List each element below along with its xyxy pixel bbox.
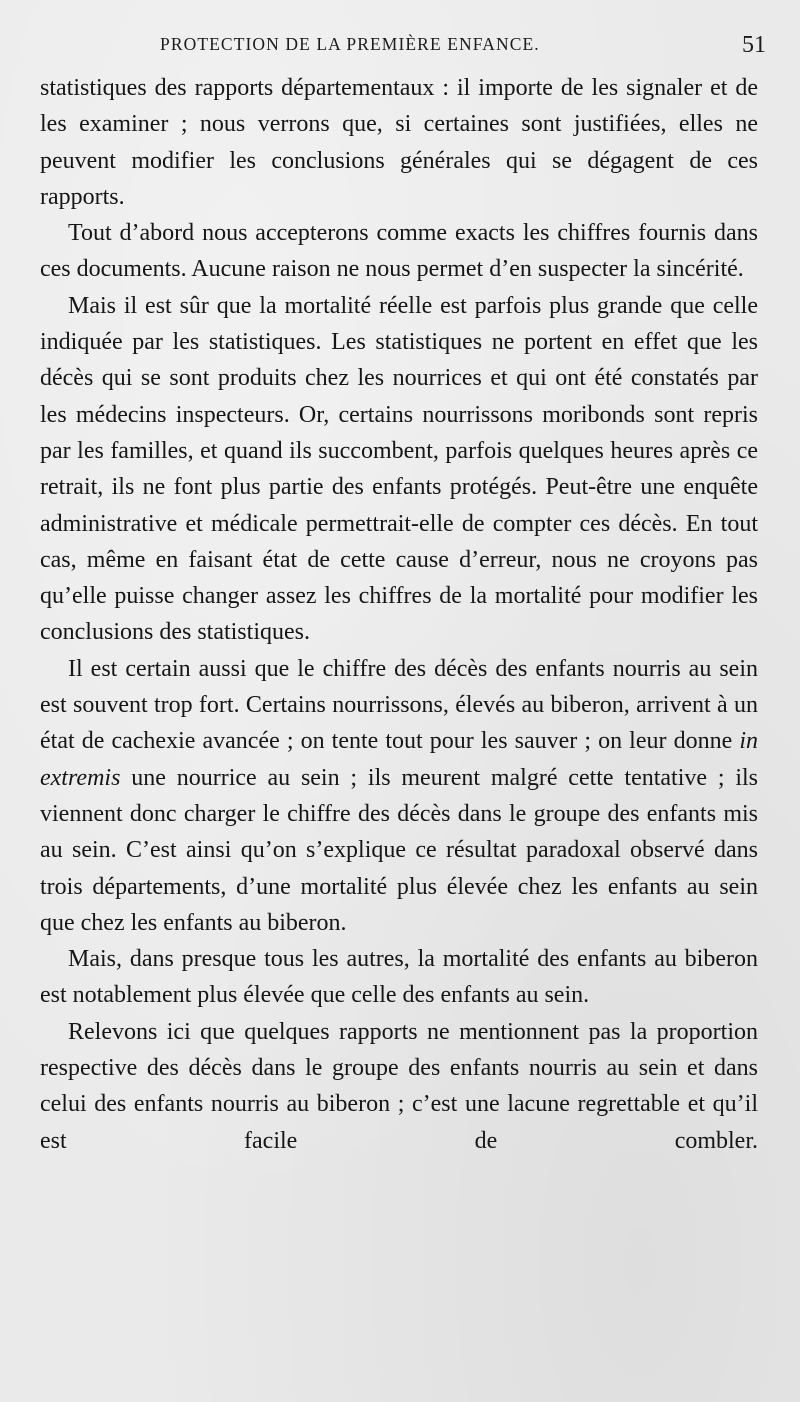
body-text bbox=[40, 70, 758, 1159]
paragraph: Mais, dans presque tous les autres, la mortalité des enfants au biberon est notablement plus élevée que celle des enfants au sein. bbox=[40, 946, 758, 1009]
paragraph-text: Il est certain aussi que le chiffre des décès des enfants nourris au sein est souvent trop fort. Certains nourrissons, élevés au biberon, arrivent à un état de cachexie avancée ; on tente tout pour les sauver ; on leur donne bbox=[40, 655, 758, 755]
paragraph-continued: statistiques des rapports départementaux : il importe de les signaler et de les examiner ; nous verrons que, si certaines sont justifiées, elles ne peuvent modifier les conclusions générales qui se dégagent de ces rapports. bbox=[40, 75, 758, 210]
paragraph bbox=[40, 651, 758, 941]
page-number: 51 bbox=[742, 32, 766, 58]
paragraph: Mais il est sûr que la mortalité réelle est parfois plus grande que celle indiquée par les statistiques. Les statistiques ne portent en effet que les décès qui se sont produits chez les nourrices et qui ont été constatés par les médecins inspecteurs. Or, certains nourrissons moribonds sont repris par les familles, et quand ils succombent, parfois quelques heures après ce retrait, ils ne font plus partie des enfants protégés. Peut-être une enquête administrative et médicale permettrait-elle de compter ces décès. En tout cas, même en faisant état de cette cause d’erreur, nous ne croyons pas qu’elle puisse changer assez les chiffres de la mortalité pour modifier les conclusions des statistiques. bbox=[40, 292, 758, 646]
paragraph: Relevons ici que quelques rapports ne mentionnent pas la proportion respective des décès dans le groupe des enfants nourris au sein et dans celui des enfants nourris au biberon ; c’est une lacune regrettable et qu’il est facile de combler. bbox=[40, 1018, 758, 1154]
paragraph-text: une nourrice au sein ; ils meurent malgré cette tentative ; ils viennent donc charger le chiffre des décès dans le groupe des enfants mis au sein. C’est ainsi qu’on s’explique ce résultat paradoxal observé dans trois départements, d’une mortalité plus élevée chez les enfants au sein que chez les enfants au biberon. bbox=[40, 764, 758, 936]
running-title: PROTECTION DE LA PREMIÈRE ENFANCE. bbox=[160, 34, 540, 54]
running-header bbox=[0, 34, 800, 64]
paragraph: Tout d’abord nous accepterons comme exacts les chiffres fournis dans ces documents. Aucune raison ne nous permet d’en suspecter la sincérité. bbox=[40, 220, 758, 283]
italic-phrase: in extremis bbox=[40, 728, 758, 791]
